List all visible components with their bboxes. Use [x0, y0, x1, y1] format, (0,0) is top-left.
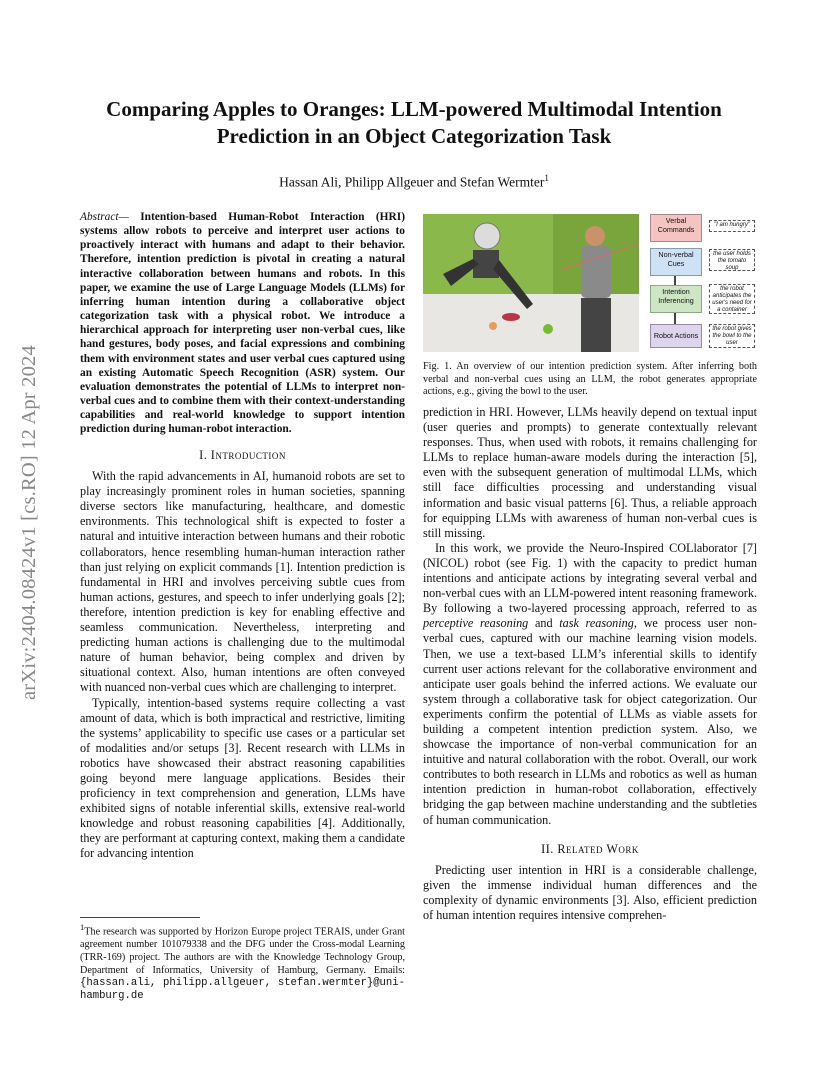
- action-example-note: the robot gives the bowl to the user: [709, 324, 755, 348]
- section-number: I.: [199, 448, 211, 462]
- footnote-emails: {hassan.ali, philipp.allgeuer, stefan.wermter}@uni-hamburg.de: [80, 977, 405, 1002]
- section-title: Related Work: [557, 841, 639, 856]
- p2-text-c: , we process user non-verbal cues, captured with our machine learning vision models. Then, we use a text-based LLM’s inferential skills to identify current user actions relevant for the collaborative environment and anticipate user goals behind the inferred actions. We evaluate our system through a collaborative task for object categorization. Our experiments confirm the potential of LLMs as viable assets for building a competent intention prediction system. Also, we showcase the importance of non-verbal communication for an intuitive and natural collaboration with the robot. Overall, our work contributes to both research in LLMs and robotics as well as human intention prediction in human-robot collaboration, effectively bridging the gap between machine understanding and the subtleties of human communication.: [423, 616, 757, 827]
- flow-arrow: [674, 313, 676, 324]
- paper-title: Comparing Apples to Oranges: LLM-powered Multimodal Intention Prediction in an Object Categorization Task: [106, 97, 722, 148]
- section-heading-introduction: [80, 448, 405, 463]
- abstract-label: Abstract—: [80, 211, 129, 223]
- right-column: [423, 405, 757, 923]
- arxiv-sidebar-stamp: arXiv:2404.08424v1 [cs.RO] 12 Apr 2024: [18, 345, 40, 700]
- related-paragraph-1: Predicting user intention in HRI is a considerable challenge, given the immense individual human differences and the complexity of dynamic environments [3]. Also, efficient prediction of human intention requires intensive comprehen-: [423, 862, 757, 922]
- footnote: [80, 921, 405, 1003]
- intro-paragraph-1: With the rapid advancements in AI, humanoid robots are set to play increasingly prominent roles in human societies, spanning diverse sectors like manufacturing, healthcare, and domestic environments. This technological shift is expected to foster a natural and intuitive interaction between humans and their robotic collaborators, hence resembling human-human interaction rather than just relying on explicit commands [1]. Intention prediction is fundamental in HRI and involves perceiving subtle cues from human actions, gestures, and speech to infer underlying goals [2]; therefore, intention prediction is key for enabling effective and seamless communication. Nevertheless, interpreting and predicting human actions is challenging due to the multimodal nature of human behavior, being complex and driven by situational context. Also, human intentions are often conveyed with nuanced non-verbal cues which are challenging to interpret.: [80, 469, 405, 695]
- robot-scene-photo: [423, 214, 639, 352]
- verbal-commands-box: Verbal Commands: [650, 214, 702, 242]
- section-number: II.: [541, 841, 558, 856]
- left-column: [80, 448, 405, 862]
- footnote-mark: 1: [80, 922, 85, 932]
- abstract-text: Intention-based Human-Robot Interaction (HRI) systems allow robots to perceive and interpret user actions to proactively interact with humans and adapt to their behavior. Therefore, intention prediction is pivotal in creating a natural interactive collaboration between humans and robots. In this paper, we examine the use of Large Language Models (LLMs) for inferring human intention during a collaborative object categorization task with a physical robot. We introduce a hierarchical approach for interpreting user non-verbal cues, like hand gestures, body poses, and facial expressions and combining them with environment states and user verbal cues captured using an existing Automatic Speech Recognition (ASR) system. Our evaluation demonstrates the potential of LLMs to interpret non-verbal cues and to combine them with their context-understanding capabilities and real-world knowledge to support intention prediction during human-robot interaction.: [80, 211, 405, 436]
- non-verbal-cues-box: Non-verbal Cues: [650, 248, 702, 276]
- author-names: Hassan Ali, Philipp Allgeuer and Stefan Wermter: [279, 174, 545, 190]
- footnote-rule: [80, 917, 200, 918]
- flow-arrow: [674, 276, 676, 285]
- photo-illustration: [423, 214, 639, 352]
- robot-actions-box: Robot Actions: [650, 324, 702, 348]
- intention-inferencing-box: Intention Inferencing: [650, 285, 702, 313]
- inference-example-note: the robot anticipates the user's need for a container: [709, 284, 755, 314]
- authors: [70, 173, 758, 191]
- p2-text-a: In this work, we provide the Neuro-Inspired COLlaborator [7] (NICOL) robot (see Fig. 1) with the capacity to predict human intentions and anticipate actions by integrating several verbal and non-verbal cues with an LLM-powered intent reasoning framework. By following a two-layered processing approach, referred to as: [423, 540, 757, 616]
- intro-paragraph-2: Typically, intention-based systems require collecting a vast amount of data, which is both impractical and restrictive, limiting the systems’ applicability to specific use cases or a particular set of modalities and/or setups [3]. Recent research with LLMs in robotics have showcased their abstract reasoning capabilities going beyond mere language applications. Besides their proficiency in text comprehension and generation, LLMs have exhibited signs of notable inferential skills, extensive real-world knowledge and robust reasoning capabilities [4]. Additionally, they are performant at capturing context, making them a candidate for advancing intention: [80, 695, 405, 861]
- nonverbal-example-note: the user holds the tomato soup: [709, 249, 755, 271]
- verbal-example-note: "I am hungry": [709, 220, 755, 232]
- section-heading-related-work: [423, 842, 757, 857]
- abstract: [80, 210, 405, 437]
- right-paragraph-2: [423, 541, 757, 828]
- p2-emphasis-perceptive: perceptive reasoning: [423, 616, 529, 631]
- section-title: Introduction: [210, 448, 286, 462]
- p2-text-b: and: [528, 616, 560, 631]
- footnote-text: The research was supported by Horizon Europe project TERAIS, under Grant agreement number 101079338 and the DFG under the Cross-modal Learning (TRR-169) project. The authors are with the Knowledge Technology Group, Department of Informatics, University of Hamburg, Germany. Emails:: [80, 926, 405, 976]
- figure-1: [423, 214, 757, 352]
- right-paragraph-1: prediction in HRI. However, LLMs heavily depend on textual input (user queries and prompts) to generate contextually relevant responses. Thus, when used with robots, it remains challenging for LLMs to replace human-aware models during the interaction [5], even with the subsequent generation of multimodal LLMs, which still face difficulties processing and understanding visual information and basic visual patterns [6]. Thus, a reliable approach for equipping LLMs with awareness of human non-verbal cues is still missing.: [423, 405, 757, 540]
- author-affiliation-mark: 1: [544, 173, 549, 183]
- figure-caption: Fig. 1. An overview of our intention prediction system. After inferring both verbal and non-verbal cues using an LLM, the robot generates appropriate actions, e.g., giving the bowl to the user.: [423, 361, 757, 398]
- p2-emphasis-task: task reasoning: [559, 616, 634, 631]
